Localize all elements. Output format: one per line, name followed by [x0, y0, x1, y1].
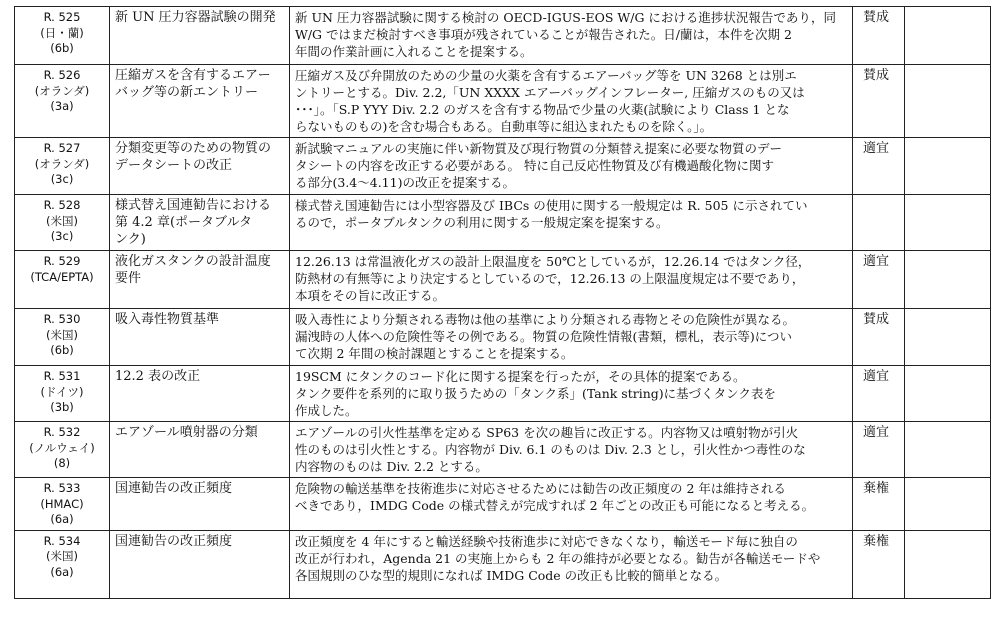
proposal-description-cell-line: 作成した。: [295, 403, 358, 418]
proposal-id-cell: [15, 65, 110, 138]
proposal-id-cell-line: R. 525: [43, 10, 81, 24]
proposal-id-cell-line: (3b): [50, 400, 74, 414]
proposal-title-cell-line: 第 4.2 章(ポータブルタ: [115, 215, 252, 230]
proposal-title-cell: [110, 478, 290, 531]
proposal-id-cell-line: R. 532: [43, 425, 81, 439]
table-row: [15, 7, 991, 65]
proposal-position-cell: [853, 195, 905, 251]
proposal-id-cell: [15, 366, 110, 422]
table-row: [15, 65, 991, 138]
proposal-id-cell: [15, 7, 110, 65]
proposal-description-cell-line: て次期 2 年間の検討課題とすることを提案する。: [295, 346, 574, 361]
proposal-description-cell-line: 内容物のものは Div. 2.2 とする。: [295, 459, 488, 474]
proposal-position-cell: 適宜: [853, 251, 905, 309]
proposal-description-cell-line: 圧縮ガス及び弁開放のための少量の火薬を含有するエアーバッグ等を UN 3268 とは別エ: [295, 68, 797, 83]
proposal-title-cell-line: 国連勧告の改正頻度: [115, 481, 233, 496]
proposal-description-cell-line: 吸入毒性により分類される毒物は他の基準により分類される毒物とその危険性が異なる。: [295, 312, 796, 327]
proposal-description-cell-line: 様式替え国連勧告には小型容器及び IBCs の使用に関する一般規定は R. 505 に示されてい: [295, 198, 808, 213]
proposal-title-cell-line: 様式替え国連勧告における: [115, 198, 272, 213]
table-row: [15, 309, 991, 366]
proposal-position-cell: 適宜: [853, 138, 905, 195]
proposal-description-cell-line: W/G ではまだ検討すべき事項が残されていることが報告された。日/蘭は，本件を次期 2: [295, 27, 792, 42]
proposal-description-cell: [290, 7, 853, 65]
proposal-title-cell-line: 液化ガスタンクの設計温度: [115, 254, 271, 269]
proposal-title-cell-line: バッグ等の新エントリー: [115, 85, 259, 100]
proposal-title-cell: [110, 309, 290, 366]
proposal-description-cell: [290, 366, 853, 422]
proposal-id-cell-line: (6a): [50, 512, 74, 526]
proposal-id-cell: [15, 138, 110, 195]
proposal-id-cell-line: (TCA/EPTA): [30, 269, 94, 284]
proposal-title-cell: [110, 195, 290, 251]
proposal-id-cell-line: (米国): [46, 549, 78, 563]
proposal-title-cell-line: 圧縮ガスを含有するエアー: [115, 68, 271, 83]
remarks-cell: [905, 138, 991, 195]
proposal-id-cell: [15, 478, 110, 531]
proposal-id-cell-line: (日・蘭): [40, 25, 84, 40]
proposal-title-cell-line: データシートの改正: [115, 158, 233, 173]
proposal-id-cell-line: R. 534: [43, 533, 81, 548]
proposal-id-cell-line: (6b): [50, 343, 74, 357]
proposal-title-cell-line: ンク): [115, 232, 146, 247]
proposal-description-cell-line: ントリーとする。Div. 2.2,「UN XXXX エアーバッグインフレーター, 圧縮ガスのもの又は: [295, 85, 805, 100]
table-row: [15, 251, 991, 309]
proposal-description-cell-line: タンク要件を系列的に取り扱うための「タンク系」(Tank string)に基づくタンク表を: [295, 386, 776, 401]
proposal-id-cell: [15, 422, 110, 478]
proposal-description-cell-line: 新試験マニュアルの実施に伴い新物質及び現行物質の分類替え提案に必要な物質のデー: [295, 141, 783, 156]
proposal-description-cell-line: 防熱材の有無等により決定するとしているので，12.26.13 の上限温度規定は不要であり，: [295, 271, 805, 286]
proposal-id-cell-line: (オランダ): [34, 83, 90, 98]
proposal-title-cell: [110, 422, 290, 478]
proposal-title-cell: [110, 138, 290, 195]
proposal-position-cell: 賛成: [853, 65, 905, 138]
proposal-description-cell: [290, 530, 853, 598]
proposal-title-cell-line: 新 UN 圧力容器試験の開発: [115, 10, 276, 25]
proposal-description-cell-line: 改正頻度を 4 年にすると輸送経験や技術進歩に対応できなくなり，輸送モード毎に独自の: [295, 533, 798, 549]
table-row: [15, 366, 991, 422]
proposal-table: [14, 6, 991, 599]
proposal-title-cell-line: 国連勧告の改正頻度: [115, 533, 233, 549]
proposal-description-cell-line: 性のものは引火性とする。内容物が Div. 6.1 のものは Div. 2.3 とし，引火性かつ毒性のな: [295, 442, 806, 457]
proposal-title-cell-line: 吸入毒性物質基準: [115, 312, 220, 327]
proposal-id-cell-line: R. 531: [43, 369, 81, 383]
remarks-cell: [905, 309, 991, 366]
proposal-id-cell-line: (8): [53, 456, 71, 470]
proposal-position-cell: 棄権: [853, 478, 905, 531]
proposal-title-cell: [110, 65, 290, 138]
proposal-position-cell: 賛成: [853, 309, 905, 366]
proposal-id-cell-line: (米国): [46, 213, 78, 228]
proposal-id-cell-line: (3a): [50, 99, 74, 113]
proposal-id-cell: [15, 309, 110, 366]
proposal-id-cell-line: (ノルウェイ): [29, 440, 95, 455]
proposal-id-cell-line: R. 529: [43, 254, 81, 268]
proposal-title-cell: [110, 530, 290, 598]
remarks-cell: [905, 366, 991, 422]
proposal-id-cell-line: R. 530: [43, 312, 81, 326]
proposal-position-cell: 棄権: [853, 530, 905, 598]
proposal-description-cell: [290, 309, 853, 366]
proposal-id-cell: [15, 530, 110, 598]
proposal-id-cell-line: (ドイツ): [40, 384, 84, 399]
remarks-cell: [905, 478, 991, 531]
proposal-id-cell-line: (HMAC): [40, 496, 84, 511]
proposal-description-cell-line: 19SCM にタンクのコード化に関する提案を行ったが，その具体的提案である。: [295, 369, 746, 384]
remarks-cell: [905, 422, 991, 478]
table-row: [15, 195, 991, 251]
table-body: [15, 7, 991, 599]
proposal-title-cell-line: 分類変更等のための物質の: [115, 141, 272, 156]
proposal-id-cell-line: (6a): [50, 564, 74, 579]
remarks-cell: [905, 7, 991, 65]
proposal-id-cell-line: R. 527: [43, 141, 81, 155]
proposal-description-cell-line: る部分(3.4～4.11)の改正を提案する。: [295, 175, 515, 190]
proposal-description-cell: [290, 138, 853, 195]
proposal-description-cell-line: 漏洩時の人体への危険性等その例である。物質の危険性情報(書類，標札，表示等)につい: [295, 329, 793, 344]
proposal-description-cell-line: ･･･」。「S.P YYY Div. 2.2 のガスを含有する物品で少量の火薬(試験により Class 1 とな: [295, 102, 790, 117]
proposal-description-cell-line: 12.26.13 は常温液化ガスの設計上限温度を 50℃としているが，12.26.14 ではタンク径，: [295, 254, 811, 269]
proposal-position-cell: 適宜: [853, 422, 905, 478]
proposal-description-cell: [290, 422, 853, 478]
proposal-id-cell-line: (オランダ): [34, 156, 90, 171]
remarks-cell: [905, 251, 991, 309]
table-row: [15, 422, 991, 478]
proposal-id-cell-line: (米国): [46, 327, 78, 342]
remarks-cell: [905, 530, 991, 598]
proposal-id-cell-line: (3c): [50, 172, 74, 186]
proposal-description-cell-line: タシートの内容を改正する必要がある。 特に自己反応性物質及び有機過酸化物に関す: [295, 158, 774, 173]
proposal-description-cell-line: 各国規則のひな型的規則になれば IMDG Code の改正も比較的簡単となる。: [295, 567, 728, 583]
proposal-description-cell: [290, 478, 853, 531]
table-row: [15, 530, 991, 598]
remarks-cell: [905, 65, 991, 138]
proposal-description-cell-line: 年間の作業計画に入れることを提案する。: [295, 44, 533, 59]
proposal-title-cell-line: エアゾール噴射器の分類: [115, 425, 258, 440]
proposal-position-cell: 適宜: [853, 366, 905, 422]
proposal-position-cell: 賛成: [853, 7, 905, 65]
proposal-id-cell-line: (6b): [50, 41, 74, 55]
proposal-id-cell: [15, 195, 110, 251]
proposal-description-cell: [290, 251, 853, 309]
proposal-description-cell-line: 危険物の輸送基準を技術進歩に対応させるためには勧告の改正頻度の 2 年は維持される: [295, 481, 786, 496]
proposal-id-cell-line: R. 526: [43, 68, 81, 82]
proposal-title-cell-line: 要件: [115, 271, 142, 286]
proposal-description-cell-line: エアゾールの引火性基準を定める SP63 を次の趣旨に改正する。内容物又は噴射物が引火: [295, 425, 799, 440]
proposal-title-cell: [110, 7, 290, 65]
proposal-title-cell: [110, 366, 290, 422]
proposal-id-cell: [15, 251, 110, 309]
table-row: [15, 478, 991, 531]
proposal-description-cell-line: べきであり，IMDG Code の様式替えが完成すれば 2 年ごとの改正も可能になると考える。: [295, 498, 815, 513]
proposal-description-cell: [290, 195, 853, 251]
table-row: [15, 138, 991, 195]
proposal-title-cell-line: 12.2 表の改正: [115, 369, 201, 384]
proposal-description-cell-line: 新 UN 圧力容器試験に関する検討の OECD-IGUS-EOS W/G における進捗状況報告であり，同: [295, 10, 836, 25]
proposal-title-cell: [110, 251, 290, 309]
remarks-cell: [905, 195, 991, 251]
proposal-description-cell-line: るので，ポータブルタンクの利用に関する一般規定案を提案する。: [295, 215, 669, 230]
proposal-id-cell-line: (3c): [50, 229, 74, 243]
proposal-id-cell-line: R. 533: [43, 481, 81, 495]
proposal-id-cell-line: R. 528: [43, 198, 81, 212]
proposal-description-cell-line: 本項をその旨に改正する。: [295, 288, 446, 303]
proposal-description-cell: [290, 65, 853, 138]
proposal-description-cell-line: 改正が行われ，Agenda 21 の実施上からも 2 年の維持が必要となる。勧告が各輸送モードや: [295, 550, 821, 566]
proposal-description-cell-line: らないものもの)を含む場合もある。自動車等に組込まれたものを除く。」。: [295, 119, 713, 134]
